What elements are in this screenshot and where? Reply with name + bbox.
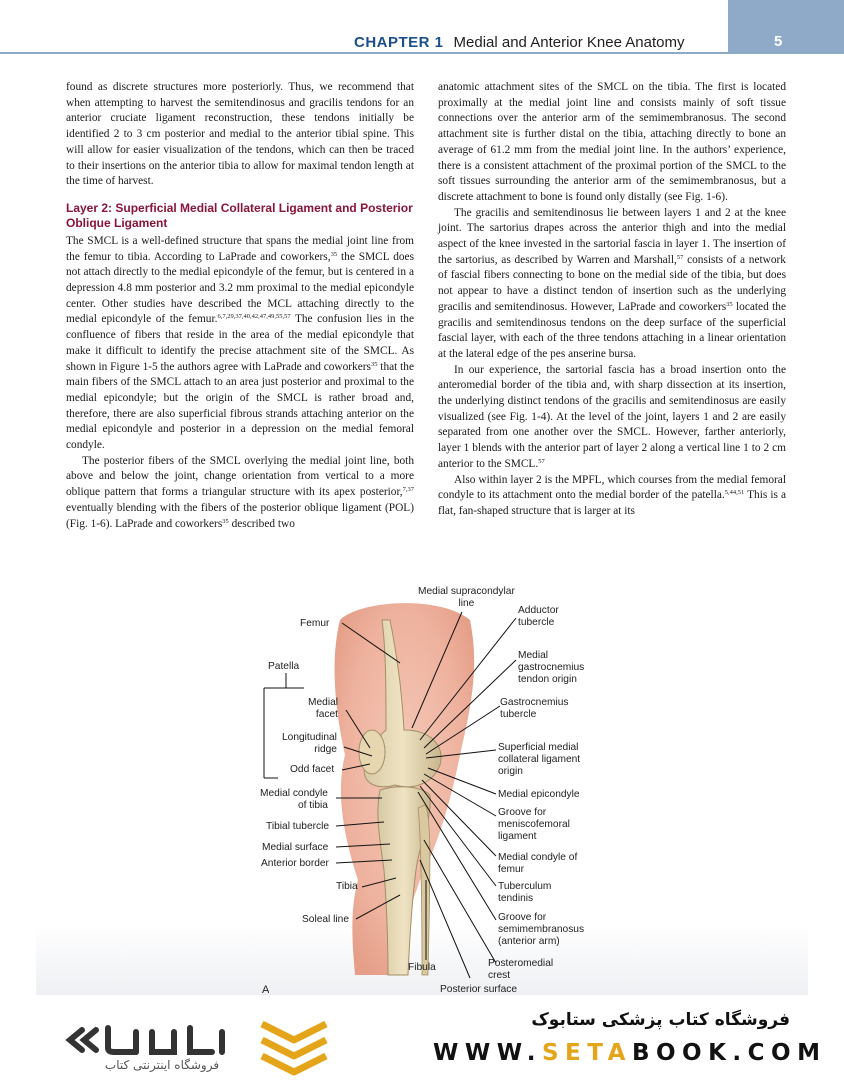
chapter-title: Medial and Anterior Knee Anatomy [453, 34, 685, 51]
paragraph: The SMCL is a well-defined structure that spans the medial joint line from the femur to tibia. According to LaPrade and coworkers,$^{35}$ the SMCL does not attach directly to the medial epicondyle of the femur, but is centered in a depression 4.8 mm posterior and 3.2 mm proximal to the medial epicondyle center. Other studies have described the MCL attaching directly to the medial epicondyle of the femur.$^{6,7,29,37,40,42,47,49,55,57}$ The confusion lies in the confluence of fibers that reside in the area of the medial epicondyle that make it difficult to identify the precise attachment site of the SMCL. As shown in Figure 1-5 the authors agree with LaPrade and coworkers$^{35}$ that the main fibers of the SMCL attach to an area just posterior and proximal to the medial epicondyle; but the origin of the SMCL is rather broad and, therefore, there are also superficial fibrous strands attaching anterior on the medial epicondyle and posterior in a depression on the medial femoral condyle. [66, 234, 414, 452]
label-smcl-origin: Superficial medial collateral ligament origin [498, 742, 581, 777]
label-medial-condyle-tibia: Medial condyle of tibia [260, 788, 328, 811]
page-number-box [728, 0, 844, 54]
label-fibula: Fibula [408, 962, 436, 973]
label-groove-meniscofemoral: Groove for meniscofemoral ligament [498, 807, 570, 842]
logo-caption: فروشگاه اینترنتی کتاب [104, 1058, 220, 1072]
label-soleal-line: Soleal line [302, 914, 350, 925]
paragraph: In our experience, the sartorial fascia has a broad insertion onto the anteromedial border of the tibia and, with sharp dissection at its insertion, the underlying distinct tendons of the gracilis and semitendinosus are easily visualized (see Fig. 1-4). At the level of the joint, layers 1 and 2 are easily separated from one another over the SMCL. However, farther anteriorly, layer 1 blends with the anterior part of layer 2 along a vertical line 1 to 2 cm anterior to the SMCL.$^{57}$ [438, 363, 786, 470]
knee-illustration [0, 580, 844, 995]
label-tibia: Tibia [336, 881, 358, 892]
citation: 35 [222, 517, 229, 525]
label-tuberculum-tendinis: Tuberculum tendinis [498, 881, 552, 904]
chapter-label: CHAPTER 1 [354, 34, 444, 51]
header-rule [0, 52, 728, 54]
label-medial-epicondyle: Medial epicondyle [498, 789, 580, 800]
label-medial-supracondylar-line: Medial supracondylar line [418, 586, 515, 609]
knee-anatomy-figure [0, 580, 844, 995]
label-posterior-surface: Posterior surface [440, 984, 518, 995]
label-gastrocnemius-tubercle: Gastrocnemius tubercle [500, 697, 569, 720]
citation: 57 [676, 253, 684, 261]
citation: 35 [330, 250, 338, 258]
citation: 35 [370, 360, 378, 368]
label-medial-surface: Medial surface [262, 842, 329, 853]
citation: 5,44,51 [724, 489, 745, 497]
left-column [66, 80, 414, 532]
label-patella: Patella [268, 661, 300, 672]
label-medial-gastrocnemius-origin: Medial gastrocnemius tendon origin [518, 650, 585, 685]
right-column [438, 80, 786, 520]
label-femur: Femur [300, 618, 330, 629]
label-odd-facet: Odd facet [290, 764, 335, 775]
citation: 35 [726, 300, 733, 308]
store-url: WWW.SETABOOK.COM [433, 1040, 827, 1066]
paragraph: Also within layer 2 is the MPFL, which courses from the medial femoral condyle to its attachment onto the medial border of the patella.$^{5,44,51}$ This is a flat, fan-shaped structure that is larger at its [438, 473, 786, 517]
citation: 57 [538, 457, 545, 465]
citation: 6,7,29,37,40,42,47,49,55,57 [217, 313, 291, 321]
fibula-bone [418, 805, 430, 975]
label-anterior-border: Anterior border [261, 858, 329, 869]
label-longitudinal-ridge: Longitudinal ridge [282, 732, 337, 755]
label-tibial-tubercle: Tibial tubercle [266, 821, 330, 832]
label-adductor-tubercle: Adductor tubercle [518, 605, 559, 628]
setabook-logo [62, 1018, 332, 1078]
label-groove-semimembranosus: Groove for semimembranosus (anterior arm) [498, 912, 585, 947]
page-number: 5 [774, 33, 783, 50]
citation: 7,37 [402, 486, 414, 494]
figure-panel-letter: A [262, 984, 270, 995]
label-medial-condyle-femur: Medial condyle of femur [498, 852, 578, 875]
label-posteromedial-crest: Posteromedial crest [488, 958, 554, 981]
paragraph: The gracilis and semitendinosus lie between layers 1 and 2 at the knee joint. The sartorius drapes across the anterior thigh and into the medial aspect of the knee invested in the sartorial fascia in layer 1. The insertion of the sartorius, as described by Warren and Marshall,$^{57}$ consists of a network of fascial fibers connecting to bone on the medial side of the tibia, but does not appear to have a distinct tendon of insertion such as the underlying gracilis and semitendinosus. However, LaPrade and coworkers$^{35}$ located the gracilis and semitendinosus tendons on the deep surface of the superficial fascial layer, with each of the three tendons attaching in a linear orientation at the lateral edge of the pes anserine bursa. [438, 206, 786, 360]
running-header [354, 34, 685, 51]
paragraph: anatomic attachment sites of the SMCL on the tibia. The first is located proximally at the medial joint line and consists mainly of soft tissue connections over the anterior arm of the semimembranosus. The second attachment site is further distal on the tibia, attaching directly to bone an average of 61.2 mm from the medial joint line. In the authors’ experience, there is a consistent attachment of the proximal portion of the SMCL to the soft tissues surrounding the anterior arm of the semimembranosus, but a discrete attachment to bone is found only distally (see Fig. 1-6). [438, 81, 786, 203]
section-heading: Layer 2: Superficial Medial Collateral Ligament and Posterior Oblique Ligament [66, 200, 413, 230]
store-name: فروشگاه کتاب پزشکی ستابوک [531, 1010, 790, 1030]
paragraph: The posterior fibers of the SMCL overlying the medial joint line, both above and below the joint, change orientation from vertical to a more oblique pattern that forms a triangular structure with its apex posterior,$^{7,37}$ eventually blending with the fibers of the posterior oblique ligament (POL) (Fig. 1-6). LaPrade and coworkers$^{35}$ described two [66, 454, 414, 530]
paragraph: found as discrete structures more posteriorly. Thus, we recommend that when attempting to harvest the semitendinosus and gracilis tendons for an anterior cruciate ligament reconstruction, these tendons initially be identified 2 to 3 cm posterior and medial to the anterior tibial spine. This will allow for easier visualization of the tendons, which can then be traced to their insertions on the anterior tibia to allow for maximal tendon length at the time of harvest. [66, 81, 414, 188]
label-medial-facet: Medial facet [308, 697, 339, 720]
